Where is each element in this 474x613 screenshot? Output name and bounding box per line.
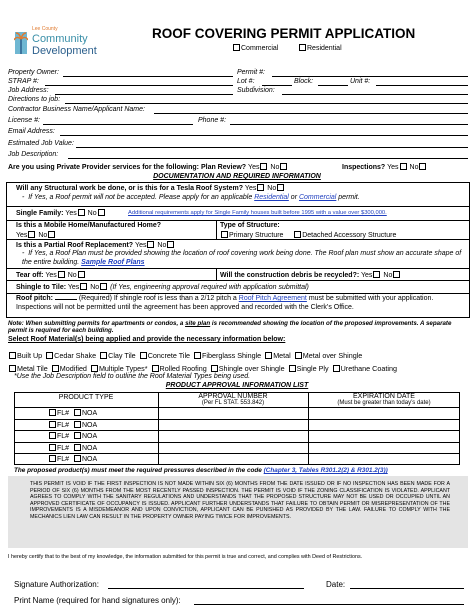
material-checkbox[interactable] (194, 352, 201, 359)
permit-no-field[interactable] (272, 76, 468, 77)
material-option[interactable] (8, 351, 42, 360)
table-row (48, 421, 97, 430)
structural-row (16, 184, 285, 193)
material-option[interactable] (151, 364, 207, 373)
mobile-home-no-checkbox[interactable] (48, 231, 55, 238)
material-label: Shingle over Shingle (218, 364, 285, 373)
material-label: Metal (273, 351, 291, 360)
fl-checkbox[interactable] (49, 455, 56, 462)
material-option[interactable] (99, 351, 136, 360)
single-family-yes-checkbox[interactable] (78, 209, 85, 216)
col-product-type: PRODUCT TYPE (58, 394, 114, 401)
fl-checkbox[interactable] (49, 432, 56, 439)
yes-label: Yes (248, 164, 260, 171)
required-info-heading: DOCUMENTATION AND REQUIRED INFORMATION (153, 173, 321, 180)
material-label: Urethane Coating (340, 364, 397, 373)
inspections-row (342, 163, 427, 172)
yes-label: Yes (244, 185, 257, 192)
job-value-label: Estimated Job Value: (8, 140, 74, 147)
debris-row (220, 271, 401, 280)
structural-note-end: permit. (338, 194, 360, 201)
no-label: No (157, 242, 167, 249)
signature-auth-label: Signature Authorization: (14, 580, 99, 589)
strap-field[interactable] (45, 85, 233, 86)
fl-checkbox[interactable] (49, 409, 56, 416)
material-label: Cedar Shake (54, 351, 97, 360)
palm-tree-icon (14, 30, 28, 54)
no-label: No (67, 272, 77, 279)
job-description-label: Job Description: (8, 151, 59, 158)
partial-yes-checkbox[interactable] (147, 241, 154, 248)
commercial-checkbox[interactable] (233, 44, 240, 51)
select-material-heading: Select Roof Material(s) being applied and provide the necessary information below: (8, 336, 286, 343)
material-checkbox[interactable] (295, 352, 302, 359)
strap-label: STRAP #: (8, 78, 39, 85)
material-option[interactable] (264, 351, 291, 360)
pressure-text: The proposed product(s) must meet the required pressures described in the code (14, 467, 262, 474)
single-family-no-checkbox[interactable] (98, 209, 105, 216)
tear-off-row (16, 271, 86, 280)
yes-label: Yes (16, 232, 28, 239)
table-row-divider (14, 453, 460, 454)
note-block (8, 320, 468, 335)
table-row (48, 409, 97, 418)
sample-roof-plans-link[interactable]: Sample Roof Plans (81, 258, 145, 266)
tear-off-yes-checkbox[interactable] (58, 271, 65, 278)
material-checkbox[interactable] (289, 365, 296, 372)
job-description-field[interactable] (68, 158, 468, 159)
bullet: - (22, 194, 29, 201)
materials-row-1 (8, 351, 365, 360)
lot-label: Lot #: (237, 78, 255, 85)
material-checkbox[interactable] (333, 365, 340, 372)
structural-no-checkbox[interactable] (277, 184, 284, 191)
pressure-code-link[interactable]: (Chapter 3, Tables R301.2(2) & R301.2(3)) (263, 467, 388, 474)
material-label: Rolled Roofing (159, 364, 207, 373)
yes-label: Yes (361, 272, 373, 279)
structural-question: Will any Structural work be done, or is this for a Tesla Roof System? (16, 185, 243, 192)
private-provider-row (8, 163, 288, 172)
yes-label: Yes (387, 164, 399, 171)
structural-yes-checkbox[interactable] (257, 184, 264, 191)
material-option[interactable] (332, 364, 397, 373)
private-provider-question: Are you using Private Provider services for the following: (8, 164, 199, 171)
material-label: Clay Tile (108, 351, 136, 360)
detached-structure-checkbox[interactable] (294, 231, 301, 238)
material-checkbox[interactable] (91, 365, 98, 372)
property-owner-field[interactable] (63, 76, 233, 77)
logo-line1: Community (32, 33, 88, 45)
page-title: ROOF COVERING PERMIT APPLICATION (152, 26, 416, 41)
inspections-no-checkbox[interactable] (419, 163, 426, 170)
contractor-label: Contractor Business Name/Applicant Name: (8, 106, 145, 113)
table-row-divider (14, 430, 460, 431)
print-name-label: Print Name (required for hand signatures only): (14, 596, 181, 605)
logo (14, 22, 114, 64)
material-option[interactable] (294, 351, 363, 360)
residential-checkbox[interactable] (299, 44, 306, 51)
tear-off-no-checkbox[interactable] (78, 271, 85, 278)
residential-label: Residential (307, 45, 342, 52)
yes-label: Yes (45, 272, 57, 279)
material-label: Concrete Tile (147, 351, 191, 360)
type-structure-label: Type of Structure: (220, 222, 280, 229)
pressure-note (14, 467, 388, 474)
noa-checkbox[interactable] (74, 409, 81, 416)
inspections-label: Inspections? (342, 164, 386, 171)
commercial-permit-link[interactable]: Commercial (298, 194, 337, 201)
material-option[interactable] (210, 364, 285, 373)
yes-label: Yes (67, 284, 80, 291)
debris-question: Will the construction debris be recycled?: (220, 272, 360, 279)
col-approval-sub: (Per FL STAT. 553.842) (201, 400, 265, 406)
fl-label: FL# (57, 456, 70, 464)
partial-no-checkbox[interactable] (167, 241, 174, 248)
note-text-continued: is recommended showing the location of the proposed improvements. A separate permit is required for each building. (8, 320, 452, 335)
email-field[interactable] (60, 135, 468, 136)
yes-label: Yes (135, 242, 147, 249)
tear-off-label: Tear off: (16, 272, 44, 279)
email-label: Email Address: (8, 128, 55, 135)
roof-pitch-agreement-link[interactable]: Roof Pitch Agreement (238, 295, 307, 302)
fl-label: FL# (57, 433, 70, 441)
noa-label: NOA (81, 444, 98, 452)
material-option[interactable] (51, 364, 87, 373)
mobile-home-yes-checkbox[interactable] (28, 231, 35, 238)
single-family-label: Single Family: (16, 210, 64, 217)
noa-label: NOA (81, 410, 98, 417)
disclaimer-text: THIS PERMIT IS VOID IF THE FIRST INSPECTION IS NOT MADE WITHIN SIX (6) MONTHS FROM THE DATE ISSUED OR IF NO INSPECTION HAS BEEN MADE FOR A PERIOD OF SIX (6) MONTHS FROM THE MOST RECENTLY PASSED INSPECTION. THE PERMIT IS VOID IF THE ZONING CLASSIFICATION IS VIOLATED. APPLICANT AGREES TO COMPLY WITH THE SANITARY REGULATIONS AND UNDERSTANDS THAT THE PROPOSED STRUCTURE MAY NOT BE USED OR OCCUPIED UNTIL AN APPROVED CERTIFICATE OF OCCUPANCY IS ISSUED. APPLICANT FURTHER UNDERSTANDS THAT FAILURE TO OBTAIN PERMIT OR MISREPRESENTATION OF THE IMPROVEMENTS IS A MISDEMEANOR AND UPON CONVICTION, APPLICANT CAN BE PUNISHED AS PROVIDED BY THE LAW. FAILURE TO COMPLY WITH THE MECHANICS LIEN LAW CAN RESULT IN THE PROPERTY OWNER PAYING TWICE FOR IMPROVEMENTS. (30, 481, 450, 520)
material-option[interactable] (45, 351, 96, 360)
single-family-row (16, 209, 106, 218)
shingle-to-tile-no-checkbox[interactable] (100, 283, 107, 290)
contractor-field[interactable] (154, 113, 468, 114)
material-checkbox[interactable] (265, 352, 272, 359)
debris-yes-checkbox[interactable] (373, 271, 380, 278)
roof-pitch-label: Roof pitch: (16, 295, 53, 302)
plan-review-yes-checkbox[interactable] (260, 163, 267, 170)
lot-field[interactable] (262, 85, 292, 86)
partial-row (16, 241, 175, 250)
col-expiration-sub: (Must be greater than today’s date) (337, 400, 431, 406)
plan-review-label: Plan Review? (200, 164, 247, 171)
table-row-divider (14, 442, 460, 443)
debris-no-checkbox[interactable] (393, 271, 400, 278)
structural-or: or (290, 194, 298, 201)
material-checkbox[interactable] (140, 352, 147, 359)
logo-line2: Development (32, 45, 97, 57)
partial-question: Is this a Partial Roof Replacement? (16, 242, 134, 249)
signature-field[interactable] (108, 588, 304, 589)
material-label: Modified (59, 364, 87, 373)
approval-heading: PRODUCT APPROVAL INFORMATION LIST (165, 382, 309, 389)
table-row (48, 455, 97, 464)
inspections-yes-checkbox[interactable] (400, 163, 407, 170)
noa-label: NOA (81, 433, 98, 441)
roof-pitch-text-continued: must be submitted with your application. Inspections will not be permitted until the agreement has been approved and recorded with the Clerk’s Office. (16, 295, 434, 311)
col-expiration-date: EXPIRATION DATE (353, 393, 415, 400)
unit-label: Unit #: (350, 78, 371, 85)
primary-structure-label: Primary Structure (229, 232, 284, 239)
no-label: No (90, 284, 100, 291)
certify-text: I hereby certify that to the best of my knowledge, the information submitted for this permit is true and correct, and complies with Deed of Restrictions. (8, 554, 363, 560)
note-text: Note: When submitting permits for apartments or condos, a (8, 320, 184, 327)
no-label: No (267, 185, 277, 192)
materials-row-2 (8, 364, 400, 373)
block-field[interactable] (318, 85, 348, 86)
shingle-to-tile-note: (If Yes, engineering approval required with application submittal) (110, 284, 309, 291)
date-field[interactable] (350, 588, 464, 589)
license-label: License #: (8, 117, 40, 124)
structural-note-text: If Yes, a Roof permit will not be accepted. Please apply for an applicable (28, 194, 253, 201)
directions-field[interactable] (65, 103, 468, 104)
site-plan-text: site plan (185, 320, 211, 327)
residential-permit-link[interactable]: Residential (254, 194, 289, 201)
material-checkbox[interactable] (9, 352, 16, 359)
primary-structure-checkbox[interactable] (221, 231, 228, 238)
material-option[interactable] (139, 351, 190, 360)
partial-note (22, 250, 466, 267)
noa-checkbox[interactable] (74, 432, 81, 439)
commercial-label: Commercial (241, 45, 279, 52)
no-label: No (270, 164, 280, 171)
block-label: Block: (294, 78, 314, 85)
materials-footnote: *Use the Job Description field to outline the Roof Material Types being used. (14, 373, 251, 380)
directions-label: Directions to job: (8, 96, 61, 103)
type-structure-options (220, 231, 396, 240)
material-label: Fiberglass Shingle (202, 351, 262, 360)
noa-label: NOA (81, 456, 98, 464)
permit-no-label: Permit #: (237, 69, 266, 76)
material-checkbox[interactable] (211, 365, 218, 372)
unit-field[interactable] (376, 85, 468, 86)
shingle-to-tile-label: Shingle to Tile: (16, 284, 67, 291)
table-row (48, 444, 97, 453)
noa-checkbox[interactable] (74, 421, 81, 428)
material-label: Multiple Types* (98, 364, 148, 373)
print-name-field[interactable] (194, 604, 464, 605)
material-option[interactable] (193, 351, 261, 360)
partial-note-text: If Yes, a Roof Plan must be provided showing the location of roof covering work being done. The Roof plan must show an accurate shape of the entire building. (22, 250, 462, 266)
material-checkbox[interactable] (152, 365, 159, 372)
material-option[interactable] (288, 364, 329, 373)
material-checkbox[interactable] (52, 365, 59, 372)
roof-pitch-block (16, 295, 466, 312)
no-label: No (87, 210, 97, 217)
material-option[interactable] (8, 364, 48, 373)
single-family-requirements-link[interactable]: Additional requirements apply for Single Family houses built before 1995 with a value over $300,000. (128, 210, 387, 216)
job-address-label: Job Address: (8, 87, 49, 94)
no-label: No (38, 232, 48, 239)
material-option[interactable] (90, 364, 148, 373)
logo-county: Lee County (32, 26, 58, 32)
license-field[interactable] (43, 124, 193, 125)
material-label: Metal Tile (17, 364, 48, 373)
job-value-field[interactable] (76, 147, 468, 148)
roof-pitch-text: (Required) If shingle roof is less than a 2/12 pitch a (78, 295, 237, 302)
noa-label: NOA (81, 421, 98, 429)
material-checkbox[interactable] (9, 365, 16, 372)
fl-checkbox[interactable] (49, 444, 56, 451)
material-label: Single Ply (296, 364, 329, 373)
roof-pitch-field[interactable] (55, 299, 77, 300)
mobile-home-question: Is this a Mobile Home/Manufactured Home? (16, 222, 162, 229)
table-row-divider (14, 419, 460, 420)
shingle-to-tile-row (16, 283, 309, 292)
plan-review-no-checkbox[interactable] (280, 163, 287, 170)
material-label: Metal over Shingle (302, 351, 363, 360)
no-label: No (383, 272, 393, 279)
subdivision-field[interactable] (282, 94, 468, 95)
fl-label: FL# (57, 410, 70, 417)
fl-label: FL# (57, 421, 70, 429)
col-approval-number: APPROVAL NUMBER (198, 393, 268, 400)
noa-checkbox[interactable] (74, 444, 81, 451)
bullet: - (22, 250, 29, 257)
noa-checkbox[interactable] (74, 455, 81, 462)
material-checkbox[interactable] (100, 352, 107, 359)
material-checkbox[interactable] (46, 352, 53, 359)
date-label: Date: (326, 580, 346, 589)
subdivision-label: Subdivision: (237, 87, 275, 94)
table-row (48, 432, 97, 441)
mobile-home-options (16, 231, 56, 240)
fl-label: FL# (57, 444, 70, 452)
job-address-field[interactable] (55, 94, 233, 95)
fl-checkbox[interactable] (49, 421, 56, 428)
phone-field[interactable] (230, 124, 468, 125)
material-label: Built Up (17, 351, 43, 360)
property-owner-label: Property Owner: (8, 69, 59, 76)
no-label: No (409, 164, 419, 171)
residential-option[interactable] (298, 44, 342, 53)
phone-label: Phone #: (198, 117, 227, 124)
detached-structure-label: Detached Accessory Structure (302, 232, 397, 239)
commercial-option[interactable] (232, 44, 278, 53)
shingle-to-tile-yes-checkbox[interactable] (80, 283, 87, 290)
structural-note (22, 194, 360, 202)
yes-label: Yes (65, 210, 77, 217)
